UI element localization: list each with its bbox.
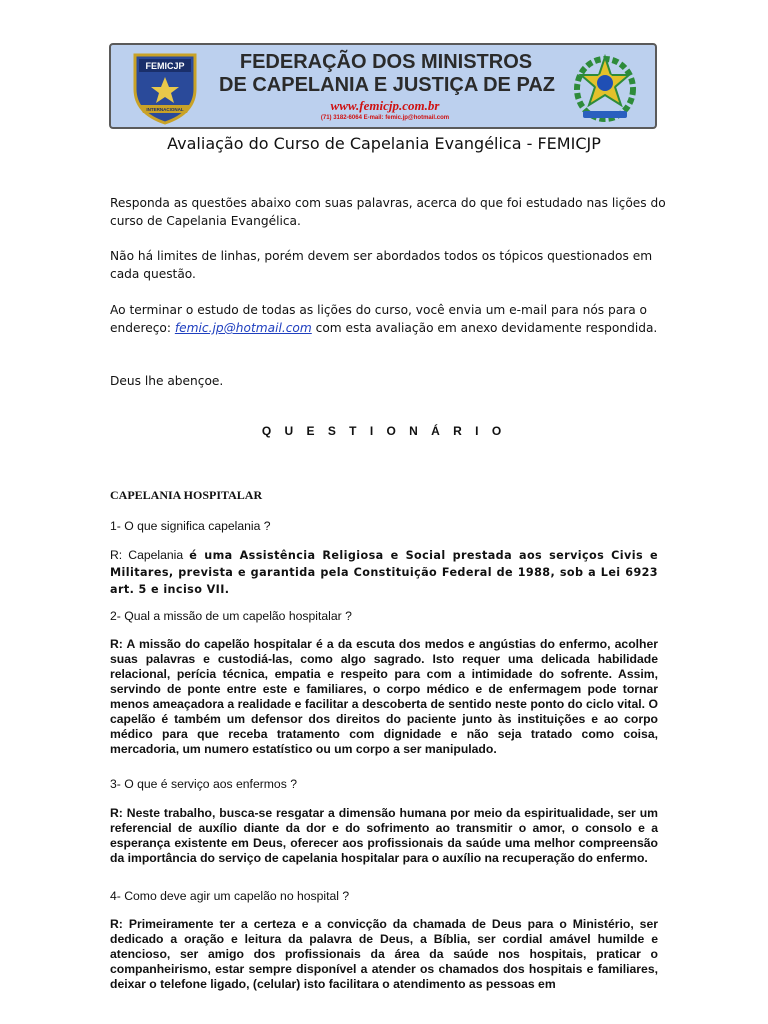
answer-4: R: Primeiramente ter a certeza e a convicção da chamada de Deus para o Ministério, ser dedicado a oração e leitura da palavra de Deus, a Bíblia, ser cordial amável humilde e atencioso, ser amigo dos profissionais da área da saúde nos hospitais, praticar o companheirismo, estar sempre disponível a atender os chamados dos hospitais e familiares, deixar o telefone ligado, (celular) isto facilitara o atendimento as pessoas em xyxy=(110,917,658,991)
intro-paragraph-3-end: com esta avaliação em anexo devidamente respondida. xyxy=(311,321,658,335)
question-2: 2- Qual a missão de um capelão hospitalar ? xyxy=(110,609,352,623)
questionnaire-heading: Q U E S T I O N Á R I O xyxy=(261,424,507,438)
document-title: Avaliação do Curso de Capelania Evangélica - FEMICJP xyxy=(167,134,601,153)
banner-contact: (71) 3182-6064 E-mail: femic.jp@hotmail.com xyxy=(320,115,450,121)
intro-paragraph-3 xyxy=(110,301,666,337)
badge-name: FEMICJP xyxy=(145,61,185,71)
intro-paragraph-3-start: Ao terminar o estudo de todas as lições do curso, você envia um e-mail para nós para o endereço: xyxy=(110,303,648,335)
banner-title-line2: DE CAPELANIA E JUSTIÇA DE PAZ xyxy=(219,74,555,96)
header-banner xyxy=(109,43,657,129)
badge-ribbon: INTERNACIONAL xyxy=(146,107,184,112)
answer-1 xyxy=(110,547,658,598)
answer-1-prefix: R: Capelania xyxy=(110,548,190,562)
banner-title-line1: FEDERAÇÃO DOS MINISTROS xyxy=(239,51,533,73)
question-4: 4- Como deve agir um capelão no hospital ? xyxy=(110,889,350,903)
question-3: 3- O que é serviço aos enfermos ? xyxy=(110,777,297,791)
email-link[interactable]: femic.jp@hotmail.com xyxy=(174,321,312,335)
intro-paragraph-1: Responda as questões abaixo com suas palavras, acerca do que foi estudado nas lições do curso de Capelania Evangélica. xyxy=(110,196,666,228)
banner-website: www.femicjp.com.br xyxy=(330,98,440,113)
intro-paragraph-2: Não há limites de linhas, porém devem ser abordados todos os tópicos questionados em cada questão. xyxy=(110,249,653,281)
section-title: CAPELANIA HOSPITALAR xyxy=(110,488,263,502)
question-1: 1- O que significa capelania ? xyxy=(110,519,271,533)
answer-1-text: é uma Assistência Religiosa e Social prestada aos serviços Civis e Militares, prevista e garantida pela Constituição Federal de 1988, sob a Lei 6923 art. 5 e inciso VII. xyxy=(110,549,658,596)
answer-2: R: A missão do capelão hospitalar é a da escuta dos medos e angústias do enfermo, acolher suas palavras e custodiá-las, como algo sagrado. Isto requer uma delicada habilidade relacional, perícia técnica, empatia e respeito para com a intimidade do sofrente. Assim, servindo de ponte entre este e familiares, o corpo médico e de enfermagem pode tornar menos ameaçadora a realidade e facilitar a descoberta de sentido neste ponto do ciclo vital. O capelão é também um defensor dos direitos do paciente junto às instituições e ao corpo médico para que receba tratamento com dignidade e não seja tratado como coisa, mercadoria, um numero estatístico ou um corpo a ser manipulado. xyxy=(110,637,658,756)
blessing-text: Deus lhe abençoe. xyxy=(110,374,224,388)
answer-3: R: Neste trabalho, busca-se resgatar a dimensão humana por meio da espiritualidade, ser um referencial de auxílio diante da dor e do sofrimento ao transmitir o amor, o consolo e a esperança existente em Deus, oferecer aos profissionais da saúde uma melhor compreensão da importância do serviço de capelania hospitalar para o auxílio na recuperação do enfermo. xyxy=(110,806,658,865)
brazil-coat-of-arms-icon xyxy=(569,49,641,125)
femicjp-badge-icon xyxy=(125,49,205,125)
